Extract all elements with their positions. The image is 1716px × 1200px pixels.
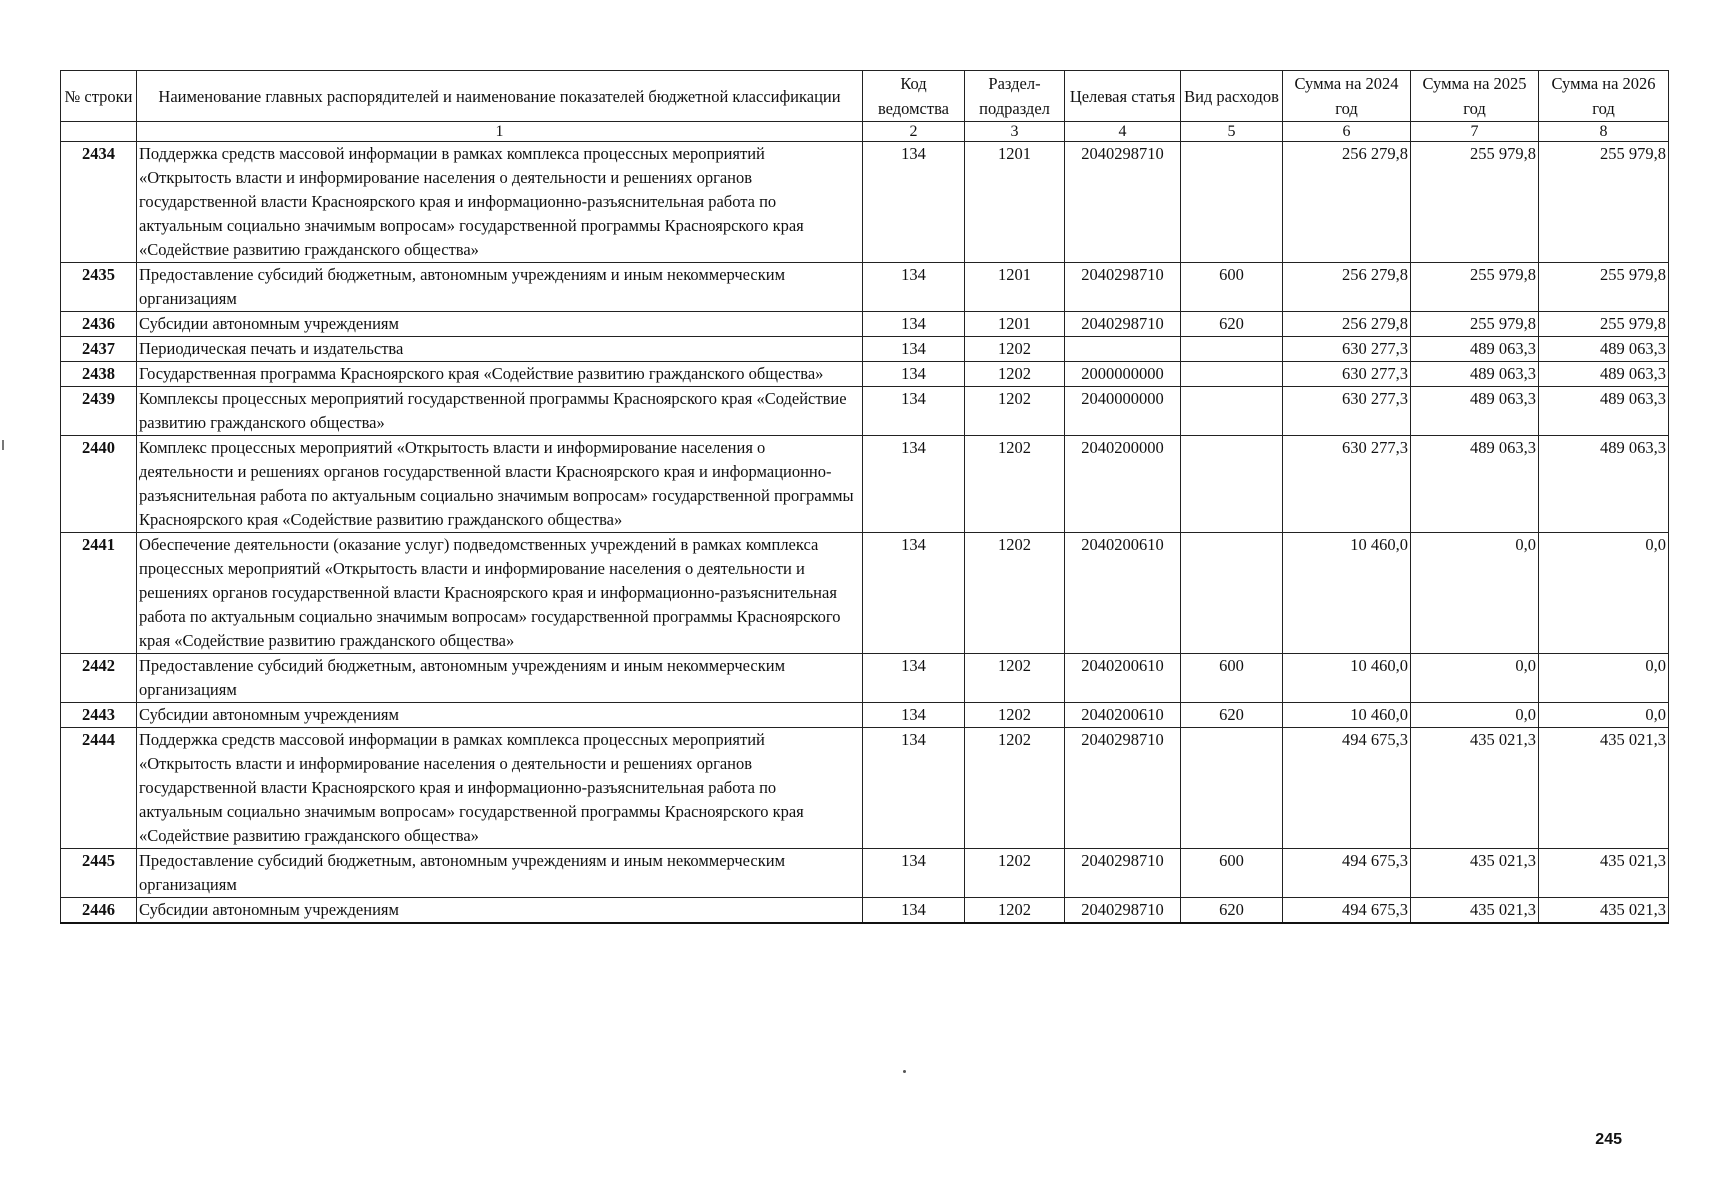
section-cell: 1202 [965, 387, 1065, 436]
header-sum-2024: Сумма на 2024 год [1283, 71, 1411, 122]
dept-code-cell: 134 [863, 362, 965, 387]
sum-2025-cell: 0,0 [1411, 654, 1539, 703]
row-number-cell: 2438 [61, 362, 137, 387]
target-cell: 2040298710 [1065, 263, 1181, 312]
sum-2024-cell: 630 277,3 [1283, 436, 1411, 533]
sum-2024-cell: 494 675,3 [1283, 728, 1411, 849]
row-number-cell: 2435 [61, 263, 137, 312]
expense-type-cell [1181, 337, 1283, 362]
name-cell: Предоставление субсидий бюджетным, автономным учреждениям и иным некоммерческим организациям [137, 654, 863, 703]
table-body [61, 142, 1669, 924]
sum-2025-cell: 435 021,3 [1411, 898, 1539, 924]
section-cell: 1202 [965, 703, 1065, 728]
sum-2024-cell: 256 279,8 [1283, 142, 1411, 263]
sum-2026-cell: 0,0 [1539, 654, 1669, 703]
sum-2024-cell: 10 460,0 [1283, 654, 1411, 703]
name-cell: Предоставление субсидий бюджетным, автономным учреждениям и иным некоммерческим организациям [137, 263, 863, 312]
sum-2025-cell: 489 063,3 [1411, 387, 1539, 436]
header-name: Наименование главных распорядителей и наименование показателей бюджетной классификации [137, 71, 863, 122]
target-cell: 2040200610 [1065, 703, 1181, 728]
name-cell: Поддержка средств массовой информации в рамках комплекса процессных мероприятий «Открытость власти и информирование населения о деятельности и решениях органов государственной власти Красноярского края и информационно-разъяснительная работа по актуальным социально значимым вопросам» государственной программы Красноярского края «Содействие развитию гражданского общества» [137, 142, 863, 263]
column-number: 1 [137, 122, 863, 142]
page-number: 245 [1595, 1131, 1622, 1148]
dept-code-cell: 134 [863, 703, 965, 728]
name-cell: Субсидии автономным учреждениям [137, 898, 863, 924]
table-row [61, 849, 1669, 898]
table-row [61, 728, 1669, 849]
section-cell: 1201 [965, 312, 1065, 337]
sum-2025-cell: 435 021,3 [1411, 849, 1539, 898]
target-cell: 2040298710 [1065, 898, 1181, 924]
sum-2025-cell: 489 063,3 [1411, 362, 1539, 387]
sum-2026-cell: 489 063,3 [1539, 436, 1669, 533]
dept-code-cell: 134 [863, 898, 965, 924]
row-number-cell: 2446 [61, 898, 137, 924]
table-row [61, 533, 1669, 654]
name-cell: Поддержка средств массовой информации в рамках комплекса процессных мероприятий «Открытость власти и информирование населения о деятельности и решениях органов государственной власти Красноярского края и информационно-разъяснительная работа по актуальным социально значимым вопросам» государственной программы Красноярского края «Содействие развитию гражданского общества» [137, 728, 863, 849]
sum-2025-cell: 0,0 [1411, 703, 1539, 728]
header-row-number: № строки [61, 71, 137, 122]
column-number: 7 [1411, 122, 1539, 142]
sum-2026-cell: 435 021,3 [1539, 728, 1669, 849]
dept-code-cell: 134 [863, 654, 965, 703]
name-cell: Государственная программа Красноярского края «Содействие развитию гражданского общества» [137, 362, 863, 387]
name-cell: Обеспечение деятельности (оказание услуг) подведомственных учреждений в рамках комплекса процессных мероприятий «Открытость власти и информирование населения о деятельности и решениях органов государственной власти Красноярского края и информационно-разъяснительная работа по актуальным социально значимым вопросам» государственной программы Красноярского края «Содействие развитию гражданского общества» [137, 533, 863, 654]
scan-mark [2, 440, 4, 450]
row-number-cell: 2443 [61, 703, 137, 728]
section-cell: 1202 [965, 728, 1065, 849]
table-row [61, 898, 1669, 924]
expense-type-cell [1181, 533, 1283, 654]
row-number-cell: 2440 [61, 436, 137, 533]
table-row [61, 654, 1669, 703]
row-number-cell: 2441 [61, 533, 137, 654]
sum-2026-cell: 255 979,8 [1539, 312, 1669, 337]
section-cell: 1202 [965, 849, 1065, 898]
sum-2025-cell: 489 063,3 [1411, 436, 1539, 533]
target-cell: 2040298710 [1065, 312, 1181, 337]
expense-type-cell [1181, 362, 1283, 387]
row-number-cell: 2442 [61, 654, 137, 703]
section-cell: 1202 [965, 533, 1065, 654]
expense-type-cell [1181, 142, 1283, 263]
sum-2025-cell: 255 979,8 [1411, 312, 1539, 337]
target-cell: 2000000000 [1065, 362, 1181, 387]
row-number-cell: 2436 [61, 312, 137, 337]
sum-2026-cell: 435 021,3 [1539, 849, 1669, 898]
dept-code-cell: 134 [863, 337, 965, 362]
sum-2026-cell: 0,0 [1539, 703, 1669, 728]
sum-2024-cell: 10 460,0 [1283, 703, 1411, 728]
header-sum-2026: Сумма на 2026 год [1539, 71, 1669, 122]
sum-2026-cell: 0,0 [1539, 533, 1669, 654]
row-number-cell: 2444 [61, 728, 137, 849]
sum-2024-cell: 10 460,0 [1283, 533, 1411, 654]
expense-type-cell [1181, 387, 1283, 436]
column-number: 5 [1181, 122, 1283, 142]
table-header-row [61, 71, 1669, 122]
table-row [61, 362, 1669, 387]
dept-code-cell: 134 [863, 263, 965, 312]
sum-2025-cell: 435 021,3 [1411, 728, 1539, 849]
sum-2024-cell: 494 675,3 [1283, 898, 1411, 924]
section-cell: 1202 [965, 362, 1065, 387]
column-number: 8 [1539, 122, 1669, 142]
name-cell: Субсидии автономным учреждениям [137, 703, 863, 728]
target-cell: 2040200000 [1065, 436, 1181, 533]
expense-type-cell [1181, 728, 1283, 849]
row-number-cell: 2445 [61, 849, 137, 898]
dept-code-cell: 134 [863, 142, 965, 263]
expense-type-cell: 620 [1181, 898, 1283, 924]
name-cell: Комплексы процессных мероприятий государственной программы Красноярского края «Содействие развитию гражданского общества» [137, 387, 863, 436]
sum-2025-cell: 0,0 [1411, 533, 1539, 654]
sum-2026-cell: 489 063,3 [1539, 387, 1669, 436]
row-number-cell: 2437 [61, 337, 137, 362]
expense-type-cell [1181, 436, 1283, 533]
section-cell: 1202 [965, 337, 1065, 362]
section-cell: 1201 [965, 142, 1065, 263]
column-number: 6 [1283, 122, 1411, 142]
table-row [61, 312, 1669, 337]
table-row [61, 387, 1669, 436]
sum-2024-cell: 256 279,8 [1283, 263, 1411, 312]
section-cell: 1201 [965, 263, 1065, 312]
header-dept-code: Код ведомства [863, 71, 965, 122]
target-cell: 2040298710 [1065, 142, 1181, 263]
sum-2024-cell: 630 277,3 [1283, 387, 1411, 436]
column-number: 4 [1065, 122, 1181, 142]
sum-2024-cell: 256 279,8 [1283, 312, 1411, 337]
sum-2025-cell: 255 979,8 [1411, 142, 1539, 263]
column-number: 2 [863, 122, 965, 142]
sum-2026-cell: 255 979,8 [1539, 263, 1669, 312]
section-cell: 1202 [965, 436, 1065, 533]
header-expense-type: Вид расходов [1181, 71, 1283, 122]
target-cell: 2040298710 [1065, 728, 1181, 849]
name-cell: Субсидии автономным учреждениям [137, 312, 863, 337]
column-number [61, 122, 137, 142]
sum-2025-cell: 489 063,3 [1411, 337, 1539, 362]
column-number-row [61, 122, 1669, 142]
expense-type-cell: 600 [1181, 654, 1283, 703]
dept-code-cell: 134 [863, 312, 965, 337]
dept-code-cell: 134 [863, 436, 965, 533]
name-cell: Периодическая печать и издательства [137, 337, 863, 362]
table-row [61, 142, 1669, 263]
sum-2024-cell: 630 277,3 [1283, 337, 1411, 362]
header-target: Целевая статья [1065, 71, 1181, 122]
name-cell: Предоставление субсидий бюджетным, автономным учреждениям и иным некоммерческим организациям [137, 849, 863, 898]
sum-2025-cell: 255 979,8 [1411, 263, 1539, 312]
target-cell: 2040200610 [1065, 533, 1181, 654]
budget-table [60, 70, 1669, 924]
expense-type-cell: 600 [1181, 263, 1283, 312]
target-cell [1065, 337, 1181, 362]
target-cell: 2040298710 [1065, 849, 1181, 898]
expense-type-cell: 620 [1181, 312, 1283, 337]
row-number-cell: 2434 [61, 142, 137, 263]
dept-code-cell: 134 [863, 533, 965, 654]
header-sum-2025: Сумма на 2025 год [1411, 71, 1539, 122]
table-row [61, 263, 1669, 312]
expense-type-cell: 600 [1181, 849, 1283, 898]
target-cell: 2040000000 [1065, 387, 1181, 436]
sum-2024-cell: 494 675,3 [1283, 849, 1411, 898]
sum-2026-cell: 489 063,3 [1539, 337, 1669, 362]
section-cell: 1202 [965, 654, 1065, 703]
table-row [61, 703, 1669, 728]
table-row [61, 436, 1669, 533]
expense-type-cell: 620 [1181, 703, 1283, 728]
column-number: 3 [965, 122, 1065, 142]
sum-2024-cell: 630 277,3 [1283, 362, 1411, 387]
dept-code-cell: 134 [863, 728, 965, 849]
name-cell: Комплекс процессных мероприятий «Открытость власти и информирование населения о деятельности и решениях органов государственной власти Красноярского края и информационно-разъяснительная работа по актуальным социально значимым вопросам» государственной программы Красноярского края «Содействие развитию гражданского общества» [137, 436, 863, 533]
sum-2026-cell: 255 979,8 [1539, 142, 1669, 263]
row-number-cell: 2439 [61, 387, 137, 436]
target-cell: 2040200610 [1065, 654, 1181, 703]
section-cell: 1202 [965, 898, 1065, 924]
header-section: Раздел-подраздел [965, 71, 1065, 122]
scan-dot [903, 1070, 906, 1073]
table-row [61, 337, 1669, 362]
dept-code-cell: 134 [863, 849, 965, 898]
dept-code-cell: 134 [863, 387, 965, 436]
sum-2026-cell: 435 021,3 [1539, 898, 1669, 924]
sum-2026-cell: 489 063,3 [1539, 362, 1669, 387]
